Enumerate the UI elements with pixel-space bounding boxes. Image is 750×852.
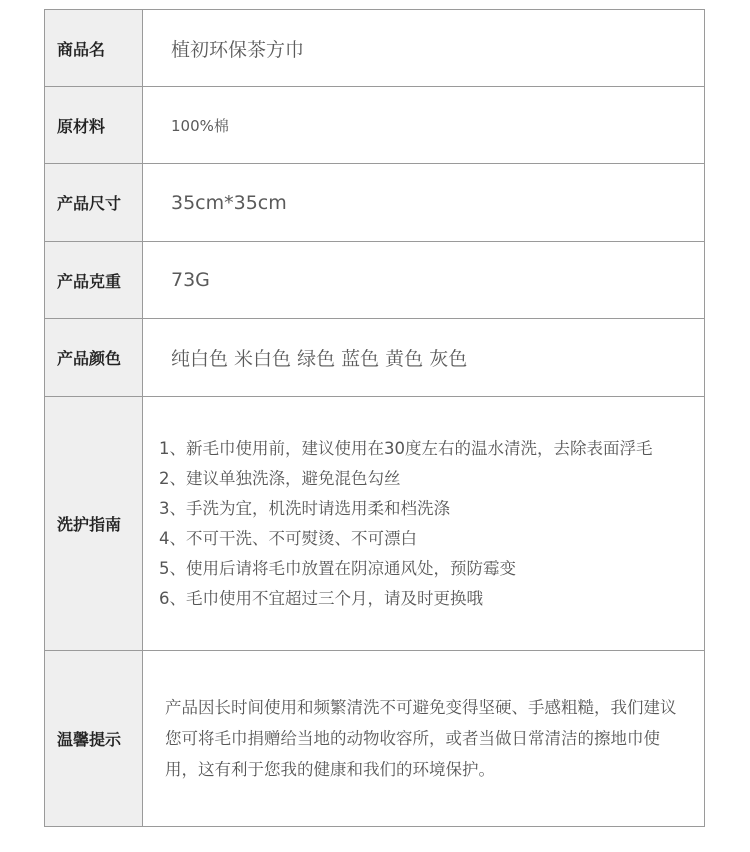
- weight-label: 产品克重: [45, 242, 143, 318]
- care-guide-item: 2、建议单独洗涤，避免混色勾丝: [159, 468, 401, 488]
- weight-value: 73G: [171, 269, 210, 291]
- tips-cell: [143, 651, 704, 826]
- color-label: 产品颜色: [45, 319, 143, 396]
- size-label: 产品尺寸: [45, 164, 143, 241]
- care-guide-item: 6、毛巾使用不宜超过三个月，请及时更换哦: [159, 588, 483, 608]
- care-guide-item: 5、使用后请将毛巾放置在阴凉通风处，预防霉变: [159, 558, 516, 578]
- care-guide-item: 3、手洗为宜，机洗时请选用柔和档洗涤: [159, 498, 450, 518]
- product-name-value: 植初环保茶方巾: [171, 38, 305, 61]
- color-value: 纯白色 米白色 绿色 蓝色 黄色 灰色: [171, 348, 468, 370]
- care-guide-list: [143, 434, 653, 614]
- care-guide-item: 1、新毛巾使用前，建议使用在30度左右的温水清洗，去除表面浮毛: [159, 438, 653, 458]
- material-label: 原材料: [45, 87, 143, 163]
- material-value: 100%棉: [171, 116, 229, 135]
- row-tips: [45, 651, 704, 826]
- row-color: [45, 319, 704, 397]
- care-guide-item: 4、不可干洗、不可熨烫、不可漂白: [159, 528, 417, 548]
- size-value: 35cm*35cm: [171, 191, 287, 214]
- care-guide-label: 洗护指南: [45, 397, 143, 650]
- product-name-label: 商品名: [45, 10, 143, 86]
- row-weight: [45, 242, 704, 319]
- care-guide-cell: [143, 397, 704, 650]
- product-spec-table: [44, 9, 705, 827]
- row-material: [45, 87, 704, 164]
- row-care-guide: [45, 397, 704, 651]
- tips-text: 产品因长时间使用和频繁清洗不可避免变得坚硬、手感粗糙，我们建议您可将毛巾捐赠给当地的动物收容所，或者当做日常清洁的擦地巾使用，这有利于您我的健康和我们的环境保护。: [165, 698, 677, 779]
- row-product-name: [45, 10, 704, 87]
- row-size: [45, 164, 704, 242]
- tips-label: 温馨提示: [45, 651, 143, 826]
